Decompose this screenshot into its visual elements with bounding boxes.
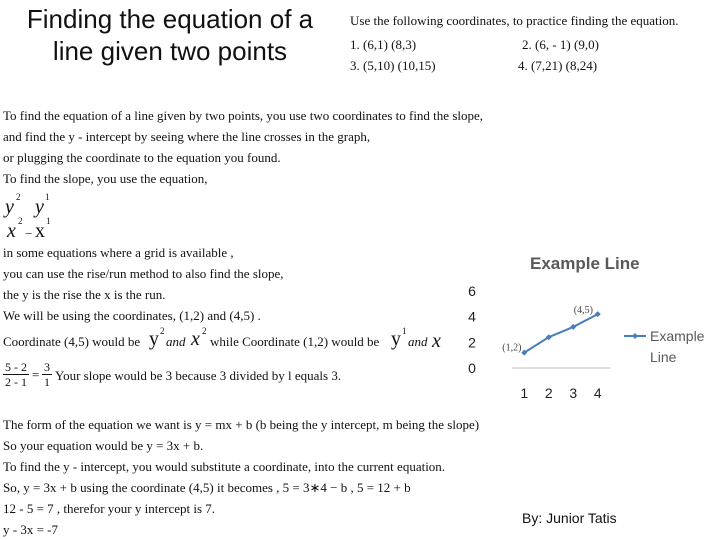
practice-item-4: 4. (7,21) (8,24) bbox=[518, 58, 598, 73]
legend-marker bbox=[632, 333, 638, 339]
example-line-chart bbox=[450, 248, 720, 408]
coordinate-line bbox=[3, 328, 463, 358]
title-line-2: line given two points bbox=[52, 36, 288, 66]
practice-heading: Use the following coordinates, to practice finding the equation. bbox=[350, 13, 679, 28]
series-line bbox=[524, 314, 598, 353]
coord-x2-sub: 2 bbox=[202, 326, 207, 336]
body-line-3: or plugging the coordinate to the equation you found. bbox=[3, 150, 281, 165]
body-line-6: you can use the rise/run method to also find the slope, bbox=[3, 266, 284, 281]
slope-den-2: 1 bbox=[44, 375, 50, 389]
y-tick-label: 0 bbox=[468, 360, 476, 376]
formula-y2: y bbox=[5, 196, 14, 218]
coord-x2: x bbox=[191, 328, 200, 350]
x-tick-label: 1 bbox=[520, 385, 529, 401]
coord-and-1: and bbox=[166, 334, 186, 349]
legend-label-2: Line bbox=[650, 349, 677, 365]
body-line-13: 12 - 5 = 7 , therefor your y intercept is 7. bbox=[3, 501, 216, 516]
formula-sub-1b: 1 bbox=[46, 216, 51, 226]
practice-item-1: 1. (6,1) (8,3) bbox=[350, 37, 417, 52]
formula-sub-2a: 2 bbox=[16, 192, 21, 202]
byline: By: Junior Tatis bbox=[522, 510, 617, 526]
coord-text-2: while Coordinate (1,2) would be bbox=[210, 334, 380, 349]
y-tick-label: 2 bbox=[468, 334, 476, 351]
coord-and-2: and bbox=[408, 334, 428, 349]
body-line-4: To find the slope, you use the equation, bbox=[3, 171, 208, 186]
body-line-1: To find the equation of a line given by two points, you use two coordinates to find the slope, bbox=[3, 108, 484, 123]
body-line-8: We will be using the coordinates, (1,2) and (4,5) . bbox=[3, 308, 261, 323]
body-line-14: y - 3x = -7 bbox=[3, 522, 58, 537]
body-line-7: the y is the rise the x is the run. bbox=[3, 287, 166, 302]
formula-sub-2b: 2 bbox=[18, 216, 23, 226]
annotation-end: (4,5) bbox=[573, 305, 593, 317]
body-line-9: The form of the equation we want is y = mx + b (b being the y intercept, m being the slope) bbox=[3, 417, 480, 432]
chart-title: Example Line bbox=[530, 254, 640, 273]
body-line-12: So, y = 3x + b using the coordinate (4,5) it becomes , 5 = 3∗4 − b , 5 = 12 + b bbox=[3, 480, 411, 495]
body-line-5: in some equations where a grid is available , bbox=[3, 245, 234, 260]
page-title bbox=[2, 3, 338, 67]
body-line-2: and find the y - intercept by seeing where the line crosses in the graph, bbox=[3, 129, 371, 144]
slope-num: 5 - 2 bbox=[5, 360, 27, 374]
slope-den: 2 - 1 bbox=[5, 375, 27, 389]
practice-item-3: 3. (5,10) (10,15) bbox=[350, 58, 436, 73]
slope-num-2: 3 bbox=[44, 360, 50, 374]
formula-x2: x bbox=[7, 220, 16, 242]
slope-fraction-2 bbox=[42, 360, 52, 389]
title-line-1: Finding the equation of a bbox=[26, 4, 314, 34]
y-tick-label: 4 bbox=[468, 308, 476, 325]
coord-x1: x bbox=[432, 330, 441, 352]
legend-label-1: Example bbox=[650, 328, 705, 344]
formula-sub-1a: 1 bbox=[45, 192, 50, 202]
coord-y2: y bbox=[149, 328, 159, 350]
formula-minus: − bbox=[25, 226, 33, 241]
slope-explanation: Your slope would be 3 because 3 divided by l equals 3. bbox=[55, 368, 342, 383]
slope-formula bbox=[3, 192, 63, 244]
x-tick-label: 3 bbox=[569, 385, 578, 401]
slope-fraction-1 bbox=[3, 360, 29, 389]
body-line-10: So your equation would be y = 3x + b. bbox=[3, 438, 204, 453]
body-line-11: To find the y - intercept, you would substitute a coordinate, into the current equation. bbox=[3, 459, 446, 474]
coord-y1: y bbox=[391, 328, 401, 350]
formula-x1: x bbox=[35, 220, 45, 242]
annotation-start: (1,2) bbox=[502, 342, 522, 354]
slope-equals: = bbox=[32, 367, 40, 382]
practice-item-2: 2. (6, - 1) (9,0) bbox=[522, 37, 599, 52]
y-tick-label: 6 bbox=[468, 283, 476, 299]
x-tick-label: 4 bbox=[593, 385, 602, 401]
x-tick-label: 2 bbox=[544, 385, 553, 401]
coord-text-1: Coordinate (4,5) would be bbox=[3, 334, 141, 349]
coord-y2-sub: 2 bbox=[160, 326, 165, 336]
formula-y1: y bbox=[35, 196, 44, 218]
coord-y1-sub: 1 bbox=[402, 326, 407, 336]
